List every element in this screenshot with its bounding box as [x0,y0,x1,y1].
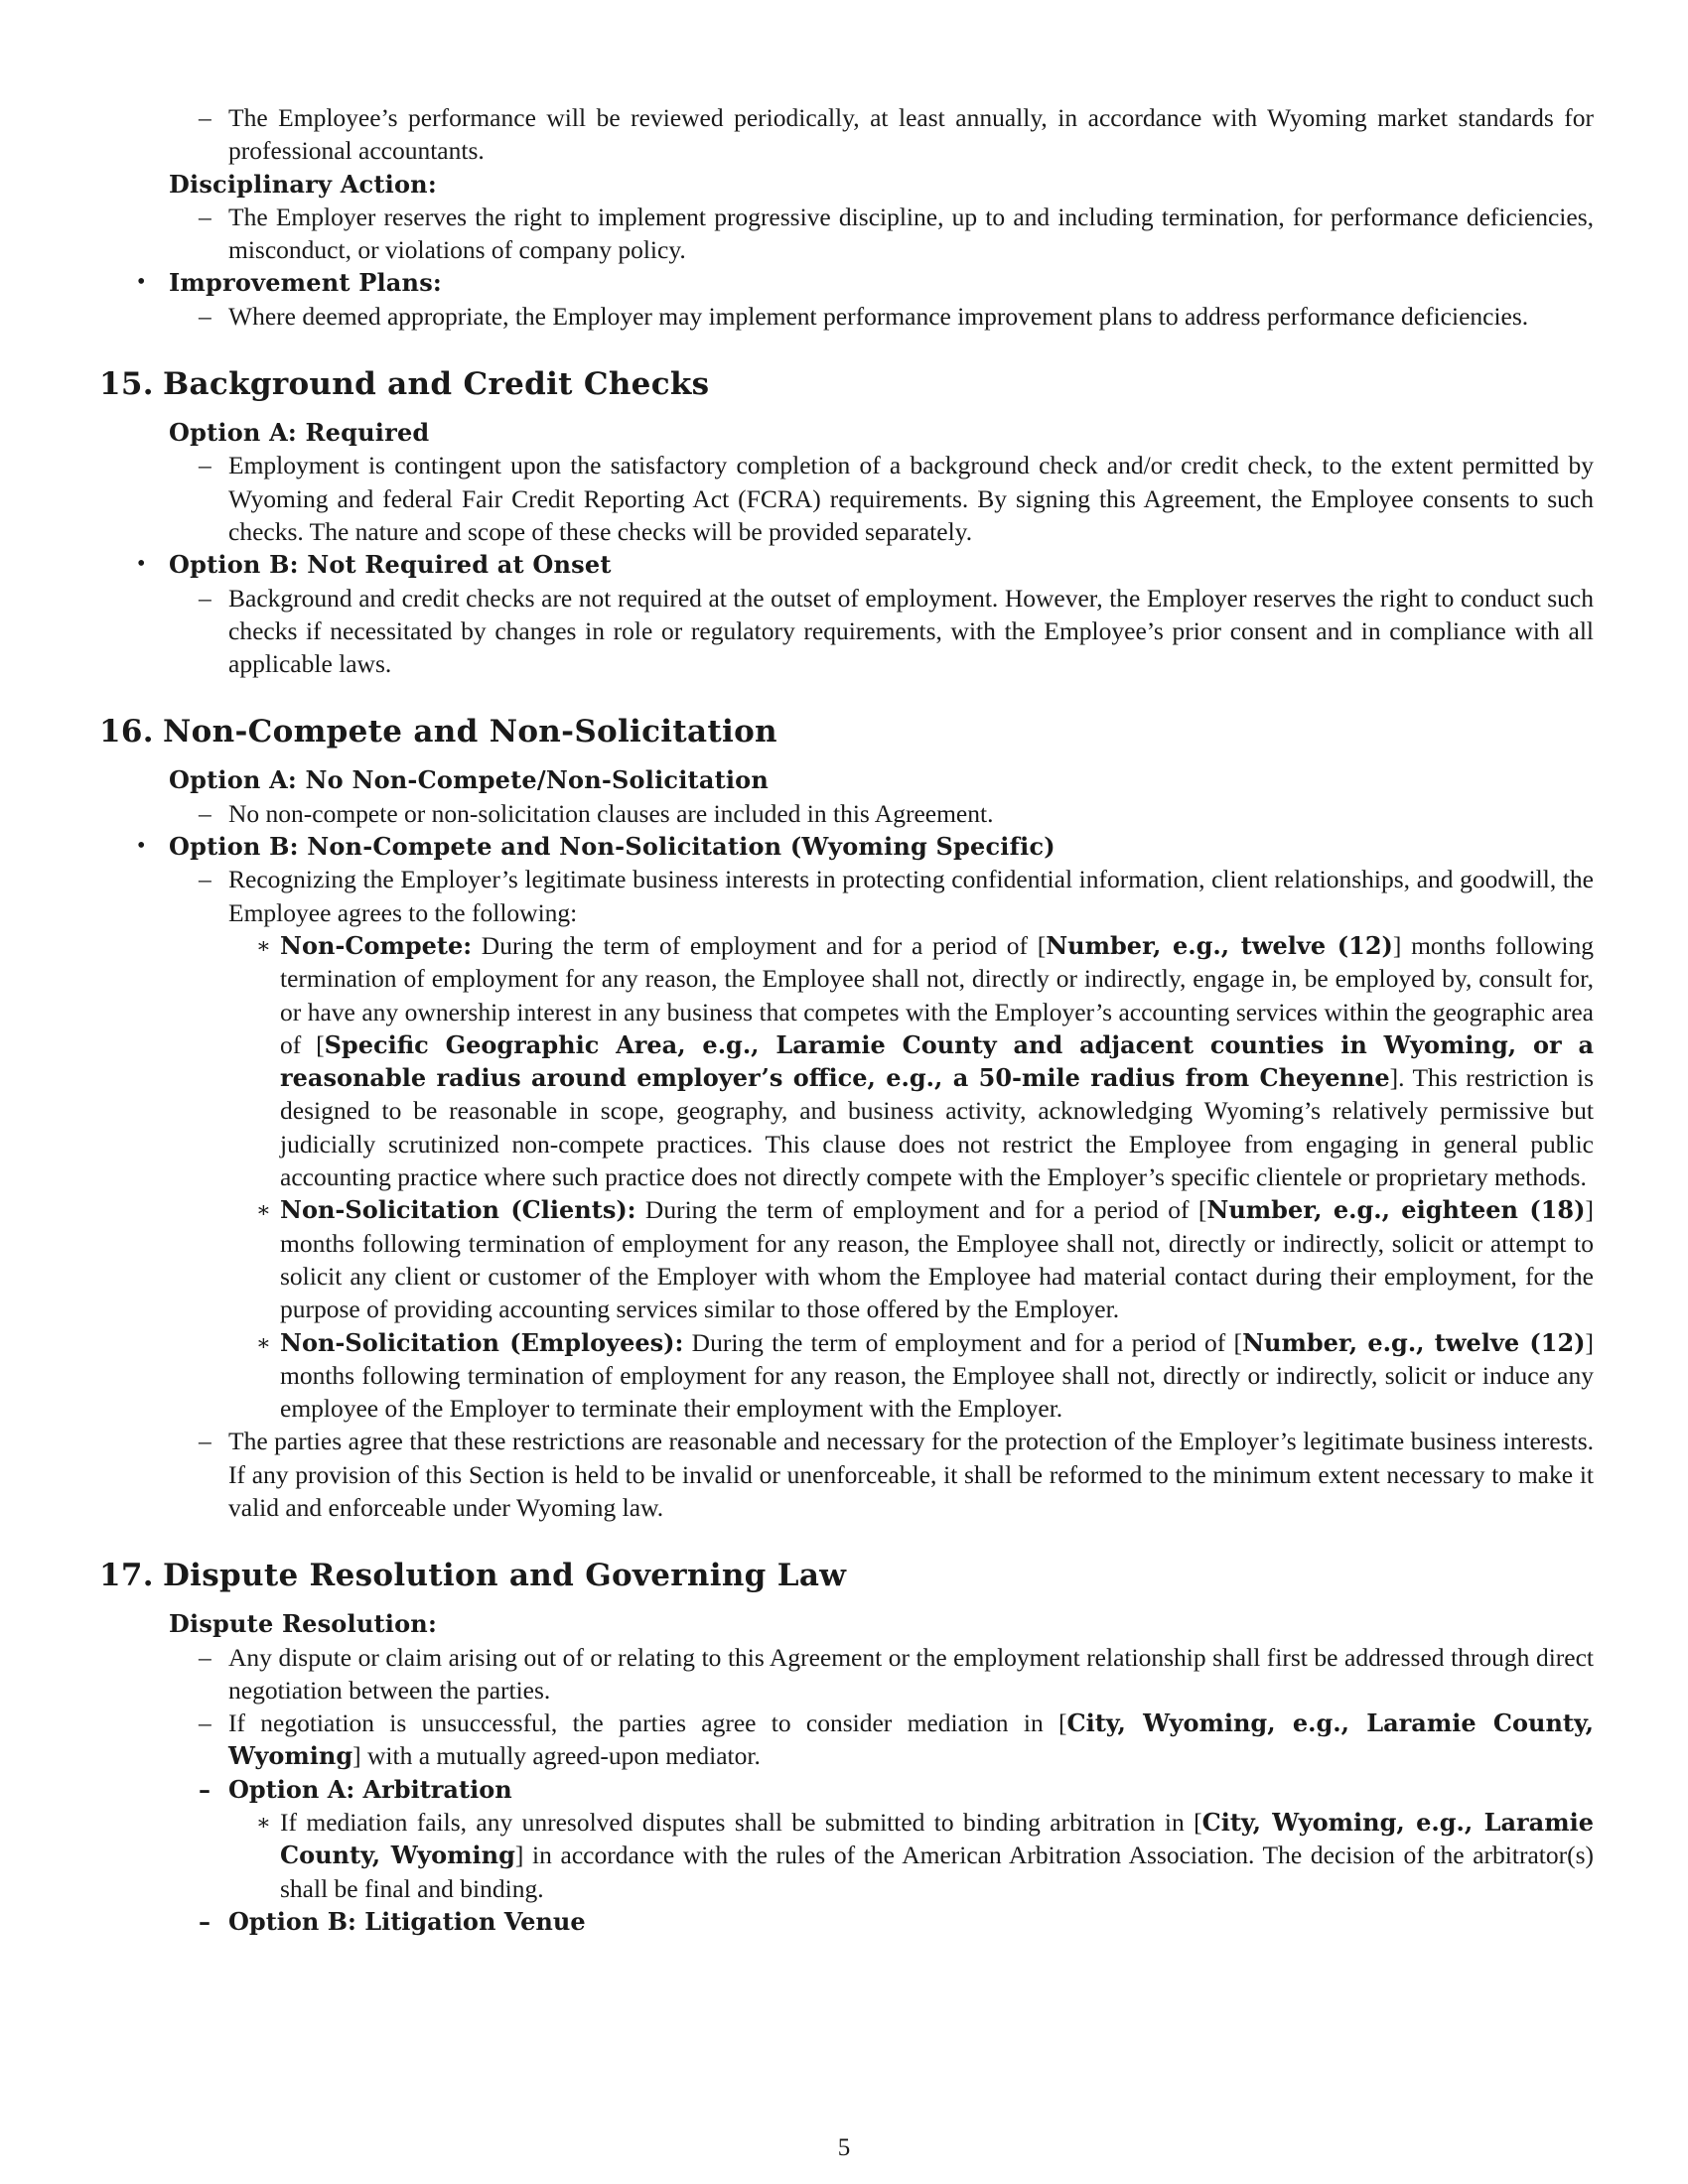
non-compete-area: Specific Geographic Area, e.g., Laramie County and adjacent counties in Wyoming, or a reasonable radius around employer’s office, e.g., a 50-mile radius from Cheyenne [280,1029,1595,1093]
non-compete-text-3: ]. This restriction is designed to be reasonable in scope, geography, and business activity, acknowledging Wyoming’s relatively permissive but judicially scrutinized non-compete practices. This clause does not restrict the Employee from engaging in general public accounting practice where such practice does not directly compete with the Employer’s specific clientele or proprietary methods. [280,1063,1594,1192]
s15-option-b-text: – Background and credit checks are not required at the outset of employment. However, the Employer reserves the right to conduct such checks if necessitated by changes in role or regulatory requirements, with the Employee’s prior consent and in compliance with all applicable laws. [169,582,1594,681]
dispute-negotiation-text: – Any dispute or claim arising out of or relating to this Agreement or the employment relationship shall first be addressed through direct negotiation between the parties. [169,1641,1594,1707]
section-15-heading [99,364,1594,404]
s15-option-b [99,548,1594,680]
arbitration-clause [228,1806,1594,1905]
improvement-label: Improvement Plans: [169,268,442,298]
non-solicitation-clients-clause [228,1193,1594,1325]
mediation-text-1: If negotiation is unsuccessful, the parties agree to consider mediation in [ [228,1708,1067,1738]
nsc-period: Number, e.g., eighteen (18) [1206,1195,1586,1225]
nse-text-1: During the term of employment and for a period of [ [683,1327,1243,1357]
disciplinary-item [99,168,1594,267]
nsc-text-2: ] months following termination of employment for any reason, the Employee shall not, directly or indirectly, solicit or attempt to solicit any client or customer of the Employer with whom the Employee had material contact during their employment, for the purpose of providing accounting services similar to those offered by the Employer. [280,1195,1594,1324]
section-16-list [99,763,1594,1524]
improvement-item [99,266,1594,333]
improvement-text: – Where deemed appropriate, the Employer may implement performance improvement plans to address performance deficiencies. [169,300,1594,333]
s16-option-a [99,763,1594,830]
s17-option-b [169,1905,1594,1938]
s16-option-b-intro [169,863,1594,1425]
s16-option-a-label: Option A: No Non-Compete/Non-Solicitation [169,765,770,795]
s17-option-a-label: Option A: Arbitration [228,1774,512,1804]
section-15-number: 15. [99,366,154,403]
non-compete-text-2: ] months following termination of employment for any reason, the Employee shall not, directly or indirectly, engage in, be employed by, consult for, or have any ownership interest in any business that competes with the Employer’s accounting services within the geographic area of [ [280,930,1595,1059]
dispute-resolution-label: Dispute Resolution: [169,1609,438,1639]
arbitration-text-1: If mediation fails, any unresolved disputes shall be submitted to binding arbitration in [ [280,1808,1202,1838]
nse-period: Number, e.g., twelve (12) [1242,1327,1586,1357]
s15-option-a [99,416,1594,548]
mediation-text-2: ] with a mutually agreed-upon mediator. [352,1741,761,1771]
arbitration-venue: City, Wyoming, e.g., Laramie County, Wyoming [280,1808,1595,1870]
non-solicitation-clients-label: Non-Solicitation (Clients): [280,1195,636,1225]
mediation-venue: City, Wyoming, e.g., Laramie County, Wyoming [228,1708,1594,1771]
s16-closing-text: – The parties agree that these restrictions are reasonable and necessary for the protection of the Employer’s legitimate business interests. If any provision of this Section is held to be invalid or unenforceable, it shall be reformed to the minimum extent necessary to make it valid and enforceable under Wyoming law. [169,1425,1594,1524]
section-15-title: Background and Credit Checks [163,366,710,403]
section-14-list [99,168,1594,333]
nse-text-2: ] months following termination of employment for any reason, the Employee shall not, directly or indirectly, solicit or induce any employee of the Employer to terminate their employment with the Employer. [280,1327,1595,1424]
nsc-text-1: During the term of employment and for a period of [ [635,1195,1207,1225]
section-16-number: 16. [99,714,154,751]
perf-review-text: – The Employee’s performance will be reviewed periodically, at least annually, in accordance with Wyoming market standards for professional accountants. [169,101,1594,168]
disciplinary-label: Disciplinary Action: [169,169,437,199]
section-15-list [99,416,1594,680]
section-17-list [99,1607,1594,1938]
dispute-resolution-item [99,1607,1594,1938]
non-solicitation-employees-label: Non-Solicitation (Employees): [280,1327,684,1357]
s16-option-b [99,830,1594,1524]
section-16-title: Non-Compete and Non-Solicitation [163,714,777,751]
page-number: 5 [837,2134,851,2161]
s17-option-a [169,1773,1594,1905]
non-compete-text-1: During the term of employment and for a period of [ [472,930,1047,960]
section-16-heading [99,712,1594,751]
s15-option-a-text: – Employment is contingent upon the satisfactory completion of a background check and/or credit check, to the extent permitted by Wyoming and federal Fair Credit Reporting Act (FCRA) requirements. By signing this Agreement, the Employee consents to such checks. The nature and scope of these checks will be provided separately. [169,449,1594,548]
section-14-continuation [99,101,1594,168]
section-17-heading [99,1556,1594,1595]
s15-option-a-label: Option A: Required [169,418,430,448]
perf-review-item [99,101,1594,168]
disciplinary-text: – The Employer reserves the right to implement progressive discipline, up to and including termination, for performance deficiencies, misconduct, or violations of company policy. [169,201,1594,267]
s17-option-b-label: Option B: Litigation Venue [228,1906,586,1936]
section-17-title: Dispute Resolution and Governing Law [163,1558,847,1594]
non-compete-clause [228,929,1594,1193]
non-solicitation-employees-clause [228,1326,1594,1426]
s16-option-a-text: – No non-compete or non-solicitation clauses are included in this Agreement. [169,797,1594,830]
arbitration-text-2: ] in accordance with the rules of the American Arbitration Association. The decision of the arbitrator(s) shall be final and binding. [280,1841,1595,1903]
section-17-number: 17. [99,1558,154,1594]
s16-option-b-intro-text: Recognizing the Employer’s legitimate business interests in protecting confidential information, client relationships, and goodwill, the Employee agrees to the following: [228,865,1594,927]
document-page [99,101,1594,1938]
non-compete-period: Number, e.g., twelve (12) [1046,930,1393,960]
dispute-mediation-text [169,1706,1594,1773]
non-compete-label: Non-Compete: [280,930,473,960]
s16-option-b-label: Option B: Non-Compete and Non-Solicitation (Wyoming Specific) [169,832,1055,862]
s15-option-b-label: Option B: Not Required at Onset [169,550,612,580]
